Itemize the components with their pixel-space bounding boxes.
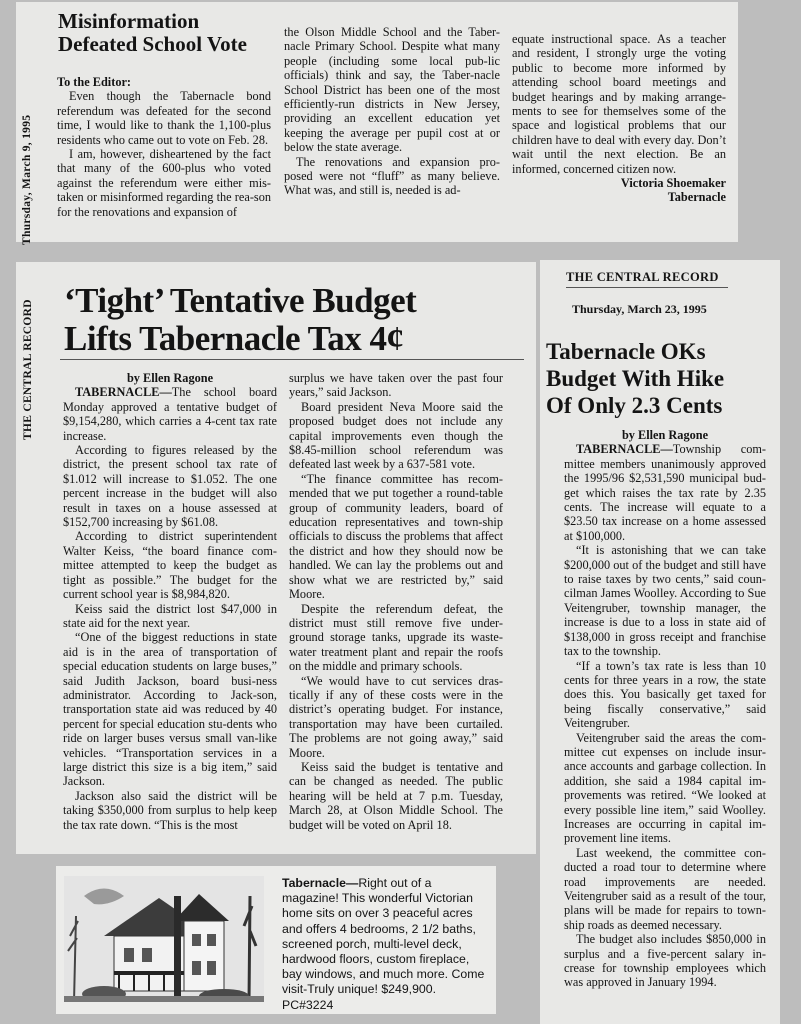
budget-headline — [64, 282, 514, 358]
township-headline-line1: Tabernacle OKs — [546, 339, 706, 364]
byline: by Ellen Ragone — [126, 371, 214, 385]
letter-column-3 — [512, 32, 726, 205]
letter-column-2 — [284, 25, 500, 198]
article-paragraph: “If a town’s tax rate is less than 10 cents for three years in a row, the state does this. You basically get taxed for being fiscally conservative,” said Veitengruber. — [564, 658, 766, 731]
article-paragraph: “The finance committee has recom-mended that we put together a round-table group of community leaders, board of education representatives and town-ship officials to discuss the problems that affect the district and how they should now be handled. We can lay the problems out and show what we are restricted by,” said Moore. — [289, 471, 503, 602]
letter-paragraph: The renovations and expansion pro-posed were not “fluff” as many believe. What was, and still is, needed is ad- — [284, 154, 500, 198]
article-paragraph: “One of the biggest reductions in state aid is in the area of transportation of special education students on large buses,” said Judith Jackson, board busi-ness administrator. According to Jack-son, transportation state aid was reduced by 40 percent for special education stu-dents who ride on larger buses versus small van-like vehicles. “Transportation services in a large district this size is a big item,” said Jackson. — [63, 630, 277, 789]
township-headline-line3: Of Only 2.3 Cents — [546, 393, 723, 418]
article-paragraph: Jackson also said the district will be taking $350,000 from surplus to help keep the tax rate down. “This is the most — [63, 788, 277, 832]
budget-column-1 — [63, 371, 277, 832]
letter-paragraph: I am, however, disheartened by the fact that many of the 600-plus who voted against the referendum were either mis-taken or misinformed regarding the rea-son for the renovations and expansion of — [57, 147, 271, 219]
headline-rule — [60, 359, 524, 360]
clipping-date-vertical: Thursday, March 9, 1995 — [21, 114, 33, 245]
ad-body: Right out of a magazine! This wonderful Victorian home sits on over 3 peaceful acres and offers 4 bedrooms, 2 1/2 baths, screened porch, multi-level deck, hardwood floors, custom fireplace, bay windows, and much more. Come visit-Truly unique! $249,900. PC#3224 — [282, 876, 485, 1012]
budget-column-2 — [289, 371, 503, 832]
victorian-house-illustration — [64, 876, 264, 1002]
article-paragraph: Board president Neva Moore said the proposed budget does not include any capital improvements even though the $8.45-million school referendum was defeated last week by a 637-581 vote. — [289, 399, 503, 472]
letter-signature-name: Victoria Shoemaker — [620, 176, 726, 191]
ad-copy — [282, 876, 488, 1013]
article-paragraph: “It is astonishing that we can take $200,000 out of the budget and still have to raise taxes by two cents,” said coun-cilman James Woolley. According to Sue Veitengruber, township manager, the increase is due to a loss in state aid of $138,000 in gross receipt and franchise tax to the township. — [564, 543, 766, 659]
masthead: THE CENTRAL RECORD — [566, 270, 719, 284]
budget-headline-line2: Lifts Tabernacle Tax 4¢ — [64, 319, 404, 358]
byline: by Ellen Ragone — [621, 428, 709, 442]
township-headline — [546, 338, 771, 419]
letter-headline — [58, 10, 288, 56]
budget-headline-line1: ‘Tight’ Tentative Budget — [64, 281, 417, 320]
letter-headline-line2: Defeated School Vote — [58, 32, 247, 56]
article-text: The school board Monday approved a tentative budget of $9,154,280, which carries a 4-cent tax rate increase. — [63, 385, 277, 443]
article-paragraph: Despite the referendum defeat, the district must still remove five under-ground storage tanks, upgrade its waste-water treatment plant and repair the roofs on the middle and primary schools. — [289, 601, 503, 674]
letter-paragraph: equate instructional space. As a teacher and resident, I strongly urge the voting public to become more informed by attending school board meetings and budget hearings and by making arrange-ments to see for themselves some of the space and logistical problems that our children have to deal with every day. Don’t wait until the next election. Be an informed, concerned citizen now. — [512, 32, 726, 176]
article-paragraph: Veitengruber said the areas the com-mittee cut expenses on include insur-ance accounts and garbage collection. In addition, she said a 1984 capital im-provements was retired. “We looked at every possible line item,” said Woolley. Increases are occurring in capital im-provement line items. — [564, 730, 766, 846]
township-headline-line2: Budget With Hike — [546, 366, 725, 391]
article-paragraph: “We would have to cut services dras-tically if any of these costs were in the district’s operating budget. For instance, transportation may have been curtailed. The problems are not going away,” said Moore. — [289, 673, 503, 760]
dateline-lead: TABERNACLE— — [75, 385, 172, 400]
article-text: Township com-mittee members unanimously approved the 1995/96 $2,531,590 municipal bud-get which raises the tax rate by 2.35 cents. The increase will equate to a $23.50 tax increase on a home assessed at $100,000. — [564, 442, 766, 543]
letter-signature-town: Tabernacle — [667, 190, 726, 205]
masthead-vertical: THE CENTRAL RECORD — [22, 299, 34, 440]
letter-paragraph: the Olson Middle School and the Taber-nacle Primary School. Despite what many people (including some local pub-lic officials) think and say, the Taber-nacle School District has been one of the most efficiently-run districts in New Jersey, providing an excellent education yet keeping the average per pupil cost at or below the state average. — [284, 25, 500, 155]
article-paragraph — [63, 385, 277, 443]
article-paragraph: According to figures released by the district, the present school tax rate of $1.012 will increase to $1.052. The one percent increase in the budget will also result in taxes on a house assessed at $152,700 increasing by $61.08. — [63, 443, 277, 530]
article-paragraph: surplus we have taken over the past four years,” said Jackson. — [289, 371, 503, 400]
masthead-rule — [566, 287, 728, 288]
letter-headline-line1: Misinformation — [58, 9, 200, 33]
article-paragraph — [564, 442, 766, 543]
letter-paragraph: Even though the Tabernacle bond referendum was defeated for the second time, I would like to thank the 1,100-plus residents who came out to vote on Feb. 28. — [57, 89, 271, 147]
article-paragraph: Keiss said the district lost $47,000 in state aid for the next year. — [63, 601, 277, 630]
issue-date: Thursday, March 23, 1995 — [572, 302, 707, 316]
ad-lead: Tabernacle— — [282, 876, 359, 890]
letter-column-1 — [57, 75, 271, 219]
township-column — [564, 428, 766, 990]
letter-salutation: To the Editor: — [57, 75, 132, 89]
article-paragraph: Last weekend, the committee con-ducted a road tour to determine where road improvements are needed. Veitengruber said as a result of the tour, plans will be made for repairs to town-ship roads as deemed necessary. — [564, 845, 766, 932]
dateline-lead: TABERNACLE— — [576, 442, 673, 457]
article-paragraph: Keiss said the budget is tentative and can be changed as needed. The public hearing will be held at 7 p.m. Tuesday, March 28, at Olson Middle School. The budget will be voted on April 18. — [289, 759, 503, 832]
article-paragraph: The budget also includes $850,000 in surplus and a five-percent salary in-crease for township employees which was approved in January 1994. — [564, 932, 766, 990]
article-paragraph: According to district superintendent Walter Keiss, “the board finance com-mittee attempted to keep the budget as tight as possible.” The budget for the current school year is $8,984,820. — [63, 529, 277, 602]
house-photo — [64, 876, 264, 1002]
